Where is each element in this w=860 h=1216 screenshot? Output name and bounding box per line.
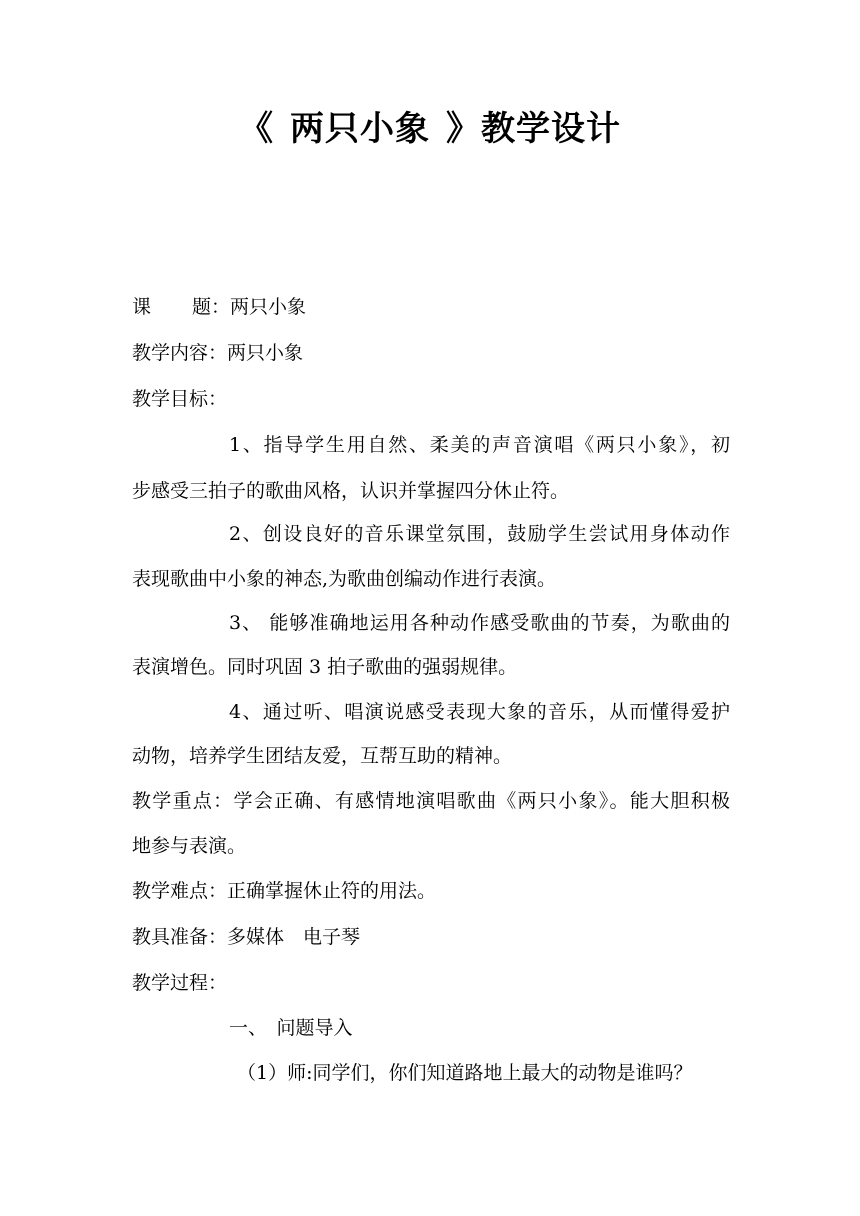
topic-label-char1: 课 xyxy=(132,296,152,318)
key-points-line2: 地参与表演。 xyxy=(132,835,247,857)
goals-label: 教学目标： xyxy=(132,388,228,410)
title-open-bracket: 《 xyxy=(239,109,274,149)
topic-line xyxy=(132,293,306,321)
process-label: 教学过程： xyxy=(132,972,228,994)
key-points-line1: 教学重点：学会正确、有感情地演唱歌曲《两只小象》。能大胆积极 xyxy=(132,790,730,812)
goal-2-line1: 2、创设良好的音乐课堂氛围，鼓励学生尝试用身体动作 xyxy=(229,523,730,545)
materials-line: 教具准备：多媒体 电子琴 xyxy=(132,926,361,948)
goal-4-line1: 4、通过听、唱演说感受表现大象的音乐，从而懂得爱护 xyxy=(229,701,730,723)
document-title xyxy=(0,104,860,154)
difficulty-line: 教学难点：正确掌握休止符的用法。 xyxy=(132,880,437,902)
topic-label-char2: 题： xyxy=(192,296,231,318)
goal-1-line1: 1、指导学生用自然、柔美的声音演唱《两只小象》，初 xyxy=(229,434,730,456)
title-song-name: 两只小象 xyxy=(290,109,430,149)
section-1-heading: 一、 问题导入 xyxy=(229,1017,353,1039)
goal-4-line2: 动物，培养学生团结友爱，互帮互助的精神。 xyxy=(132,745,513,767)
title-suffix: 教学设计 xyxy=(481,109,621,149)
goal-3-line2: 表演增色。同时巩固 3 拍子歌曲的强弱规律。 xyxy=(132,656,518,678)
goal-3-line1: 3、 能够准确地运用各种动作感受歌曲的节奏，为歌曲的 xyxy=(229,612,730,634)
topic-value: 两只小象 xyxy=(230,296,307,318)
goal-1-line2: 步感受三拍子的歌曲风格，认识并掌握四分休止符。 xyxy=(132,480,570,502)
question-1-line: （1）师:同学们，你们知道路地上最大的动物是谁吗？ xyxy=(237,1062,693,1084)
title-close-bracket: 》 xyxy=(446,109,481,149)
goal-2-line2: 表现歌曲中小象的神态,为歌曲创编动作进行表演。 xyxy=(132,568,557,590)
content-line: 教学内容：两只小象 xyxy=(132,342,304,364)
